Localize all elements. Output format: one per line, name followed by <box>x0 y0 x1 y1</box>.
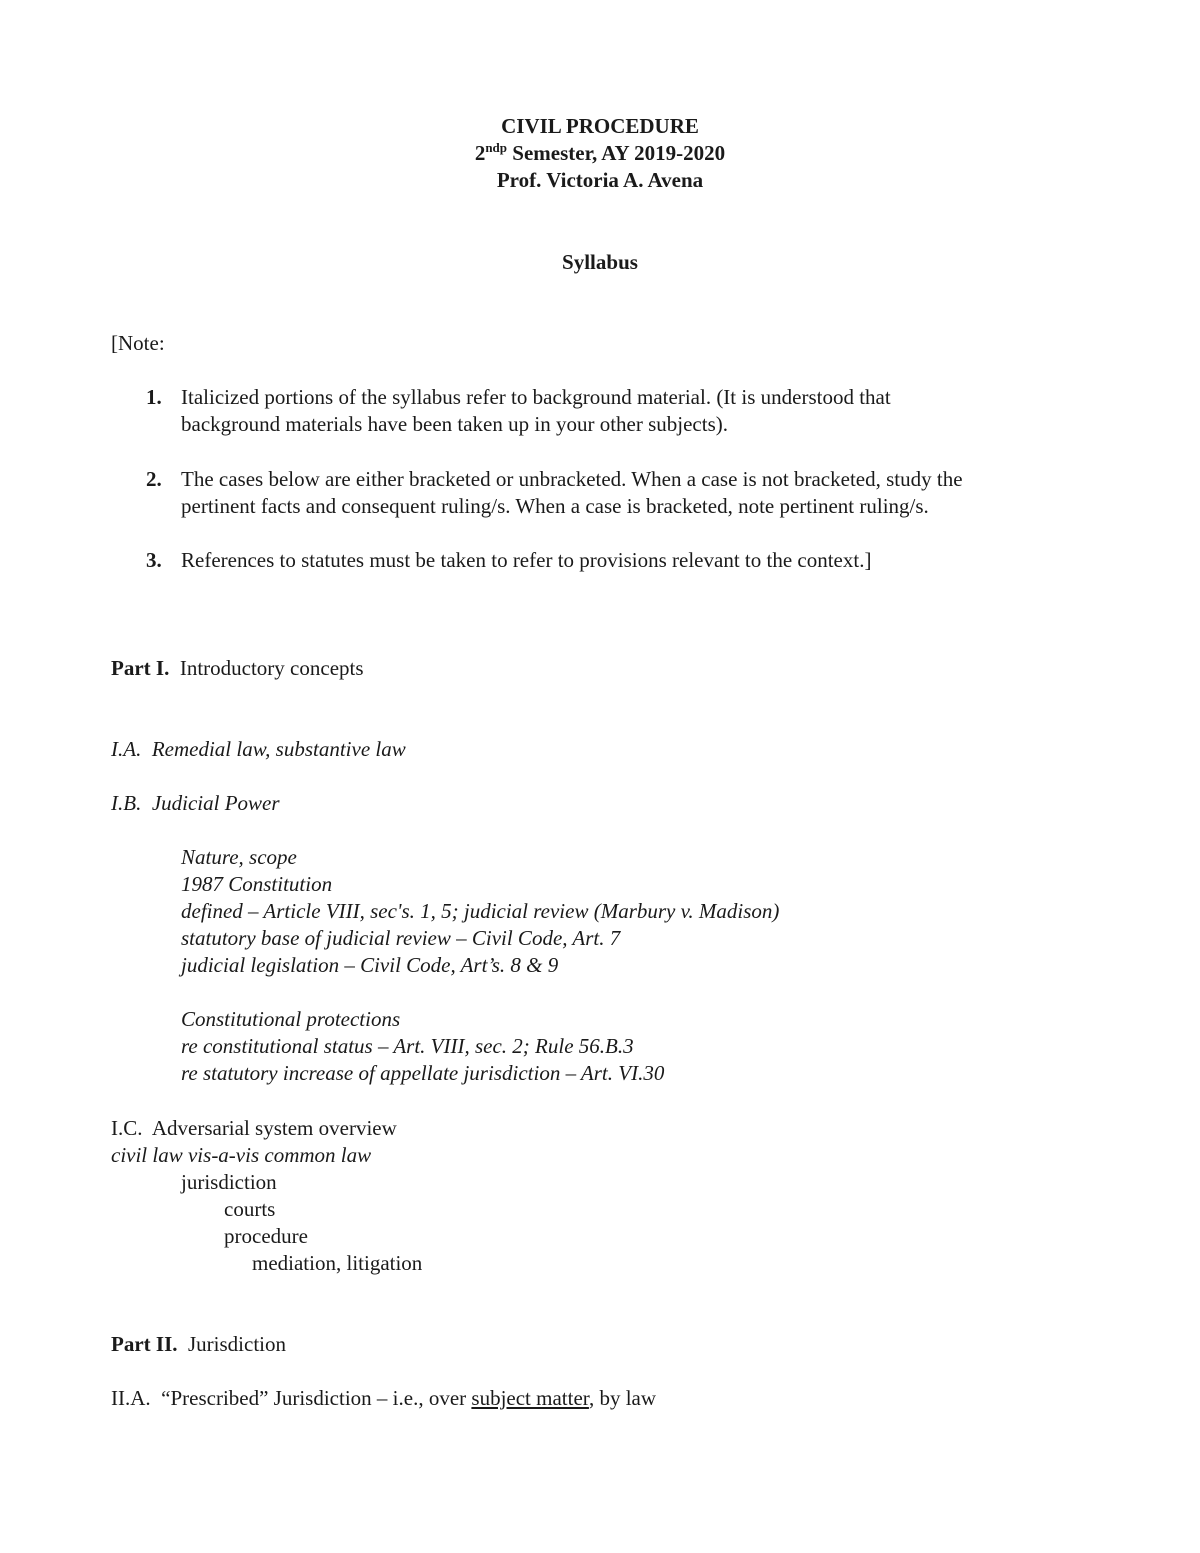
ib-line: defined – Article VIII, sec's. 1, 5; judicial review (Marbury v. Madison) <box>181 899 780 923</box>
part-1-label: Part I. <box>111 656 170 680</box>
ic-tree-mediation: mediation, litigation <box>252 1251 423 1275</box>
ib-protections-line: re statutory increase of appellate jurisdiction – Art. VI.30 <box>181 1061 665 1085</box>
note-item-3-line-1: References to statutes must be taken to refer to provisions relevant to the context.] <box>181 548 872 572</box>
professor-name: Prof. Victoria A. Avena <box>496 168 704 192</box>
semester-line <box>0 140 1200 167</box>
part-1-title: Introductory concepts <box>169 656 364 680</box>
part-1-heading <box>111 655 364 682</box>
ic-tree-procedure: procedure <box>224 1224 308 1248</box>
ic-subtitle: civil law vis-a-vis common law <box>111 1143 372 1167</box>
note-item-number: 1. <box>146 385 162 409</box>
note-item-1-line-1: Italicized portions of the syllabus refer to background material. (It is understood that <box>181 385 891 409</box>
section-ib: I.B. Judicial Power <box>111 791 280 815</box>
part-2-title: Jurisdiction <box>177 1332 286 1356</box>
part-2-label: Part II. <box>111 1332 178 1356</box>
syllabus-heading: Syllabus <box>562 250 638 274</box>
ib-protections-line: Constitutional protections <box>181 1007 401 1031</box>
iia-text-end: , by law <box>588 1386 657 1410</box>
note-open: [Note: <box>111 331 165 355</box>
note-item-number: 3. <box>146 548 162 572</box>
iia-text: II.A. “Prescribed” Jurisdiction – i.e., over <box>111 1386 472 1410</box>
note-item-2-line-1: The cases below are either bracketed or unbracketed. When a case is not bracketed, study the <box>181 467 963 491</box>
ib-line: judicial legislation – Civil Code, Art’s. 8 & 9 <box>181 953 559 977</box>
note-item-number: 2. <box>146 467 162 491</box>
ib-line: Nature, scope <box>181 845 297 869</box>
semester-superscript: ndp <box>485 140 508 155</box>
document-title: CIVIL PROCEDURE <box>501 114 699 138</box>
ic-tree-jurisdiction: jurisdiction <box>181 1170 277 1194</box>
semester-text: Semester, AY 2019-2020 <box>507 141 726 165</box>
note-item-1-line-2: background materials have been taken up in your other subjects). <box>181 412 728 436</box>
semester-prefix: 2 <box>474 141 486 165</box>
part-2-heading <box>111 1331 286 1358</box>
ib-line: statutory base of judicial review – Civil Code, Art. 7 <box>181 926 621 950</box>
ic-tree-courts: courts <box>224 1197 276 1221</box>
ib-protections-line: re constitutional status – Art. VIII, sec. 2; Rule 56.B.3 <box>181 1034 634 1058</box>
iia-underlined-text: subject matter <box>471 1386 589 1410</box>
section-ic: I.C. Adversarial system overview <box>111 1116 397 1140</box>
ib-line: 1987 Constitution <box>181 872 333 896</box>
section-iia <box>111 1385 656 1412</box>
note-item-2-line-2: pertinent facts and consequent ruling/s. When a case is bracketed, note pertinent ruling/s. <box>181 494 929 518</box>
section-ia: I.A. Remedial law, substantive law <box>111 737 406 761</box>
